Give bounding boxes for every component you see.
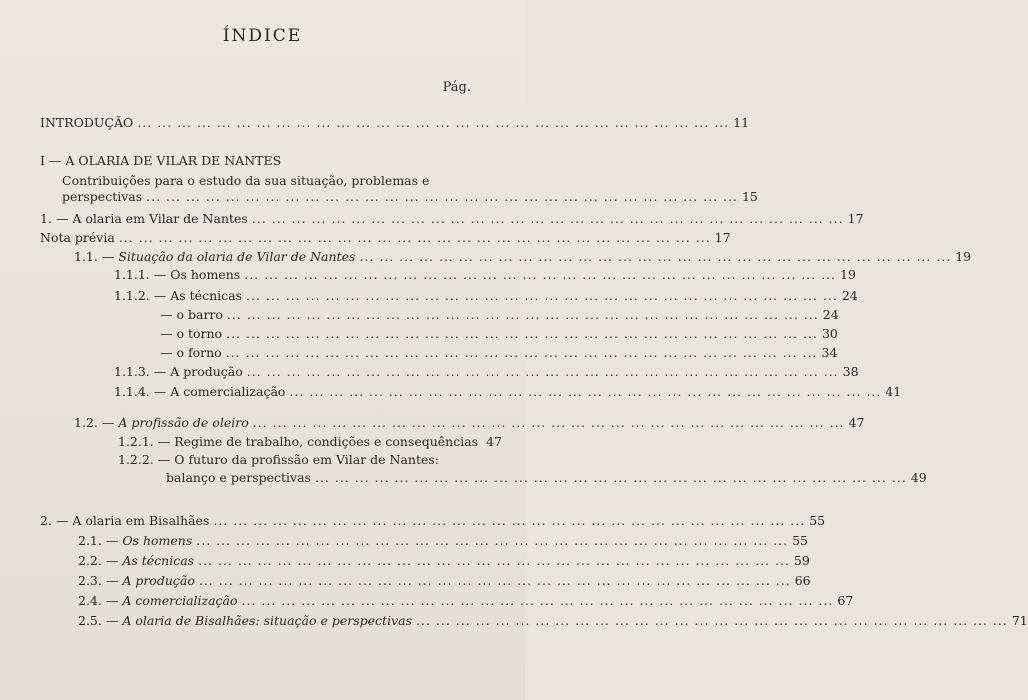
toc-entry-page: 30 <box>821 326 838 341</box>
toc-entry-number: 2.1. — <box>78 533 123 548</box>
toc-entry-page: 67 <box>837 593 854 608</box>
toc-entry-number: 2. — <box>40 513 73 528</box>
toc-entry-number: 1. — <box>40 211 73 226</box>
toc-entry-page: 19 <box>955 249 972 264</box>
dot-leader: ... ... ... ... ... ... ... ... ... ... ... ... ... ... ... ... ... ... ... ... ... ... ... ... ... ... ... ... ... ... <box>226 326 818 341</box>
toc-entry-text: o barro <box>176 307 223 322</box>
toc-entry-text: As técnicas <box>122 553 195 568</box>
toc-entry-page: 55 <box>809 513 826 528</box>
toc-entry-number: 2.4. — <box>78 593 123 608</box>
dot-leader: ... ... ... ... ... ... ... ... ... ... ... ... ... ... ... ... ... ... ... ... ... ... ... ... ... ... ... ... ... ... <box>196 533 789 548</box>
index-title: ÍNDICE <box>222 26 303 46</box>
toc-entry-page: 59 <box>793 553 810 568</box>
toc-entry <box>118 433 502 451</box>
toc-entry <box>40 210 864 228</box>
dot-leader: ... ... ... ... ... ... ... ... ... ... ... ... ... ... ... ... ... ... ... ... ... ... ... ... ... ... ... ... ... ... <box>246 288 838 303</box>
toc-entry-page: 34 <box>821 345 838 360</box>
toc-entry-number: 1.2. — <box>74 415 119 430</box>
toc-entry-text: A produção <box>122 573 195 588</box>
toc-entry-number: 2.5. — <box>78 613 123 628</box>
toc-entry-number: — <box>160 307 177 322</box>
toc-entry-page: 17 <box>847 211 864 226</box>
toc-entry-page: 19 <box>840 267 856 282</box>
dot-leader: ... ... ... ... ... ... ... ... ... ... ... ... ... ... ... ... ... ... ... ... ... ... ... ... ... ... ... ... ... ... <box>252 415 845 430</box>
toc-entry-number: 1.1.1. — <box>114 267 171 282</box>
toc-entry <box>160 325 838 343</box>
toc-entry <box>78 572 811 590</box>
dot-leader: ... ... ... ... ... ... ... ... ... ... ... ... ... ... ... ... ... ... ... ... ... ... ... ... ... ... ... ... ... ... <box>314 470 907 485</box>
dot-leader: ... ... ... ... ... ... ... ... ... ... ... ... ... ... ... ... ... ... ... ... ... ... ... ... ... ... ... ... ... ... <box>137 115 730 130</box>
toc-entry-number: 1.1.3. — <box>114 364 171 379</box>
toc-entry-text: As técnicas <box>170 288 242 303</box>
toc-entry-text: A profissão de oleiro <box>118 415 249 430</box>
dot-leader: ... ... ... ... ... ... ... ... ... ... ... ... ... ... ... ... ... ... ... ... ... ... ... ... ... ... ... ... ... ... <box>118 230 711 245</box>
dot-leader: ... ... ... ... ... ... ... ... ... ... ... ... ... ... ... ... ... ... ... ... ... ... ... ... ... ... ... ... ... ... <box>226 307 819 322</box>
toc-entry-text: A olaria em Vilar de Nantes <box>72 211 248 226</box>
toc-entry-number: 1.2.1. — <box>118 434 175 449</box>
toc-entry-number: — <box>160 326 177 341</box>
toc-entry-text: A olaria em Bisalhães <box>72 513 210 528</box>
toc-entry <box>40 229 731 247</box>
toc-entry-text: balanço e perspectivas <box>166 470 311 485</box>
toc-entry-text: A produção <box>170 364 243 379</box>
toc-entry-page: 71 <box>1011 613 1028 628</box>
toc-entry <box>160 306 839 324</box>
toc-entry <box>114 363 859 381</box>
toc-entry-page: 47 <box>486 434 502 449</box>
toc-entry-text: INTRODUÇÃO <box>40 115 134 130</box>
contrib-line-1: Contribuições para o estudo da sua situação, problemas e <box>62 173 430 188</box>
toc-entry <box>78 552 810 570</box>
toc-entry <box>74 248 972 266</box>
toc-entry-text: perspectivas <box>62 189 143 204</box>
toc-entry <box>114 266 856 284</box>
toc-entry-text: Os homens <box>170 267 241 282</box>
toc-entry-text: O futuro da profissão em Vilar de Nantes: <box>174 452 440 467</box>
toc-entry-text: Regime de trabalho, condições e consequências <box>174 434 479 449</box>
toc-entry-text: A comercialização <box>122 593 238 608</box>
toc-entry-text: o forno <box>176 345 222 360</box>
dot-leader: ... ... ... ... ... ... ... ... ... ... ... ... ... ... ... ... ... ... ... ... ... ... ... ... ... ... ... ... ... ... <box>198 573 791 588</box>
toc-entry-number: 1.1.4. — <box>114 384 171 399</box>
toc-entry-page: 17 <box>714 230 731 245</box>
toc-entry <box>114 287 858 305</box>
toc-entry-page: 11 <box>733 115 750 130</box>
dot-leader: ... ... ... ... ... ... ... ... ... ... ... ... ... ... ... ... ... ... ... ... ... ... ... ... ... ... ... ... ... ... <box>246 364 839 379</box>
toc-entry-page: 49 <box>910 470 927 485</box>
toc-entry-multiline <box>118 451 439 469</box>
toc-entry <box>78 532 808 550</box>
toc-entry-page: 38 <box>842 364 859 379</box>
toc-entry <box>74 414 865 432</box>
toc-entry-text: Nota prévia <box>40 230 115 245</box>
toc-entry-number: 2.3. — <box>78 573 123 588</box>
dot-leader: ... ... ... ... ... ... ... ... ... ... ... ... ... ... ... ... ... ... ... ... ... ... ... ... ... ... ... ... ... ... <box>213 513 806 528</box>
dot-leader: ... ... ... ... ... ... ... ... ... ... ... ... ... ... ... ... ... ... ... ... ... ... ... ... ... ... ... ... ... ... <box>289 384 882 399</box>
toc-entry-page: 24 <box>822 307 839 322</box>
toc-entry-introducao <box>40 114 750 132</box>
dot-leader: ... ... ... ... ... ... ... ... ... ... ... ... ... ... ... ... ... ... ... ... ... ... ... ... ... ... ... ... ... ... <box>251 211 844 226</box>
toc-entry-text: A olaria de Bisalhães: situação e perspectivas <box>122 613 413 628</box>
toc-entry <box>78 612 1028 630</box>
dot-leader: ... ... ... ... ... ... ... ... ... ... ... ... ... ... ... ... ... ... ... ... ... ... ... ... ... ... ... ... ... ... <box>359 249 952 264</box>
toc-entry-page: 47 <box>848 415 865 430</box>
toc-entry-page: 24 <box>841 288 858 303</box>
toc-entry <box>78 592 854 610</box>
toc-entry-number: 2.2. — <box>78 553 123 568</box>
page-column-header: Pág. <box>442 80 471 95</box>
toc-entry <box>114 383 902 401</box>
part-heading: I — A OLARIA DE VILAR DE NANTES <box>40 153 282 168</box>
dot-leader: ... ... ... ... ... ... ... ... ... ... ... ... ... ... ... ... ... ... ... ... ... ... ... ... ... ... ... ... ... ... <box>416 613 1008 628</box>
toc-entry-number: 1.1.2. — <box>114 288 171 303</box>
dot-leader: ... ... ... ... ... ... ... ... ... ... ... ... ... ... ... ... ... ... ... ... ... ... ... ... ... ... ... ... ... ... <box>146 189 738 204</box>
toc-entry <box>40 512 826 530</box>
toc-entry-number: 1.1. — <box>74 249 119 264</box>
dot-leader: ... ... ... ... ... ... ... ... ... ... ... ... ... ... ... ... ... ... ... ... ... ... ... ... ... ... ... ... ... ... <box>198 553 790 568</box>
toc-entry-number: — <box>160 345 177 360</box>
dot-leader: ... ... ... ... ... ... ... ... ... ... ... ... ... ... ... ... ... ... ... ... ... ... ... ... ... ... ... ... ... ... <box>244 267 837 282</box>
dot-leader: ... ... ... ... ... ... ... ... ... ... ... ... ... ... ... ... ... ... ... ... ... ... ... ... ... ... ... ... ... ... <box>225 345 818 360</box>
toc-entry-page: 15 <box>741 189 758 204</box>
toc-entry-text: Situação da olaria de Vilar de Nantes <box>118 249 356 264</box>
toc-entry-contribuicoes <box>62 188 758 206</box>
toc-entry <box>160 344 838 362</box>
toc-entry-text: o torno <box>176 326 223 341</box>
toc-entry-page: 66 <box>794 573 811 588</box>
toc-entry <box>166 469 927 487</box>
toc-entry-page: 55 <box>792 533 808 548</box>
toc-entry-text: A comercialização <box>170 384 286 399</box>
dot-leader: ... ... ... ... ... ... ... ... ... ... ... ... ... ... ... ... ... ... ... ... ... ... ... ... ... ... ... ... ... ... <box>241 593 834 608</box>
toc-entry-number: 1.2.2. — <box>118 452 175 467</box>
toc-entry-page: 41 <box>885 384 902 399</box>
toc-entry-text: Os homens <box>122 533 193 548</box>
